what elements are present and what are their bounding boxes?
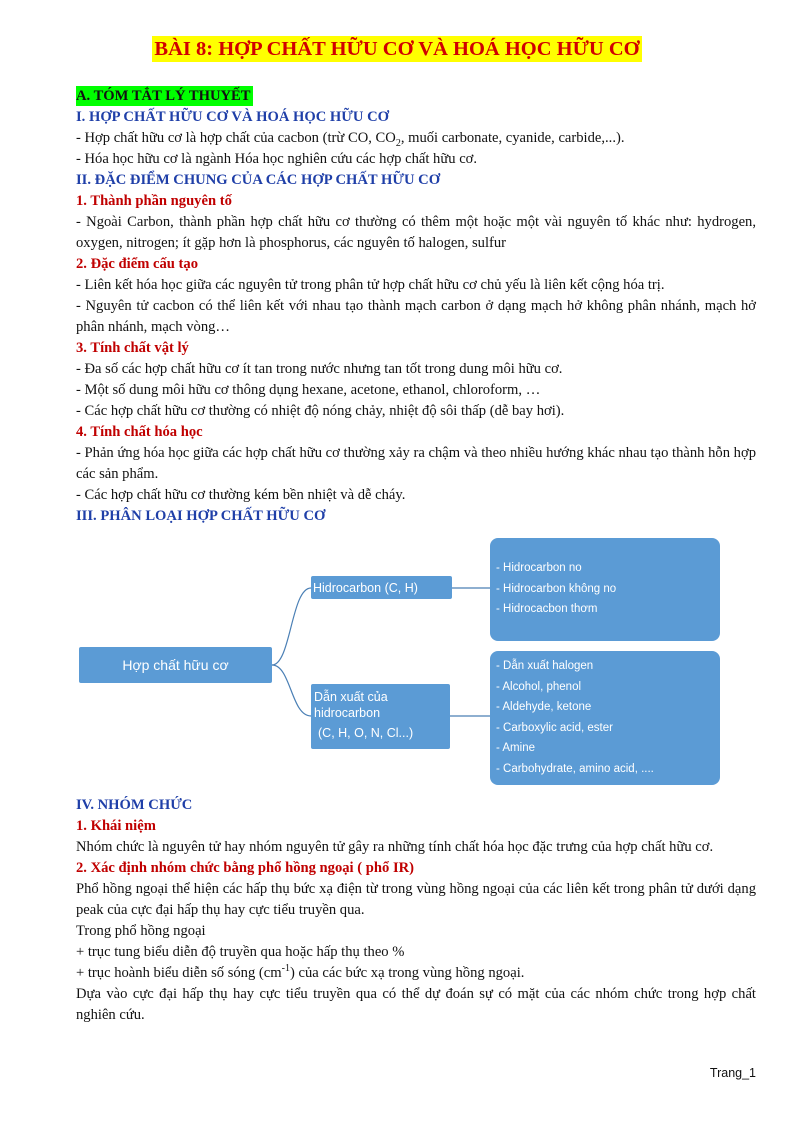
list-item: - Hidrocacbon thơm xyxy=(496,603,598,615)
chemical-paragraph-1: - Phản ứng hóa học giữa các hợp chất hữu cơ thường xảy ra chậm và theo nhiều hướng khác nhau tạo thành hỗn hợp các sản phẩm. xyxy=(76,445,756,482)
physical-paragraph-1: - Đa số các hợp chất hữu cơ ít tan trong nước nhưng tan tốt trong dung môi hữu cơ. xyxy=(76,361,563,377)
subheading-structure: 2. Đặc điểm cấu tạo xyxy=(76,256,199,272)
list-item: - Alcohol, phenol xyxy=(496,680,582,693)
page-number: Trang_1 xyxy=(709,1066,756,1080)
ir-paragraph-4: + trục hoành biểu diễn số sóng $(cm^{-1})$ của các bức xạ trong vùng hồng ngoại. xyxy=(76,963,525,981)
concept-paragraph: Nhóm chức là nguyên tử hay nhóm nguyên tử gây ra những tính chất hóa học đặc trưng của hợp chất hữu cơ. xyxy=(76,839,714,855)
physical-paragraph-3: - Các hợp chất hữu cơ thường có nhiệt độ nóng chảy, nhiệt độ sôi thấp (dễ bay hơi). xyxy=(76,403,565,419)
subheading-physical: 3. Tính chất vật lý xyxy=(76,340,189,356)
derivative-types-box xyxy=(490,651,720,785)
list-item: - Carbohydrate, amino acid, .... xyxy=(496,762,654,775)
section-4-heading: IV. NHÓM CHỨC xyxy=(76,797,193,813)
subheading-ir: 2. Xác định nhóm chức bằng phổ hồng ngoại ( phổ IR) xyxy=(76,860,415,876)
root-node: Hợp chất hữu cơ xyxy=(79,647,272,683)
chemical-paragraph-2: - Các hợp chất hữu cơ thường kém bền nhiệt và dễ cháy. xyxy=(76,487,406,503)
derivative-node: Dẫn xuất của hidrocarbon (C, H, O, N, Cl...) xyxy=(311,684,450,749)
list-item: - Carboxylic acid, ester xyxy=(496,721,613,734)
section-1-paragraph-2: - Hóa học hữu cơ là ngành Hóa học nghiên cứu các hợp chất hữu cơ. xyxy=(76,151,478,167)
subheading-concept: 1. Khái niệm xyxy=(76,818,156,834)
structure-paragraph-2: - Nguyên tử cacbon có thể liên kết với nhau tạo thành mạch carbon ở dạng mạch hở không phân nhánh, mạch hở phân nhánh, mạch vòng… xyxy=(76,298,756,335)
classification-diagram xyxy=(76,536,722,788)
title-container xyxy=(0,36,794,62)
section-1-paragraph-1: - Hợp chất hữu cơ là hợp chất của cacbon (trừ CO, $CO_2$, muối carbonate, cyanide, carbide,...). xyxy=(76,130,625,149)
ir-paragraph-2: Trong phổ hồng ngoại xyxy=(76,923,206,939)
composition-paragraph: - Ngoài Carbon, thành phần hợp chất hữu cơ thường có thêm một hoặc một vài nguyên tố khác như: hydrogen, oxygen, nitrogen; ít gặp hơn là phosphorus, các nguyên tố halogen, sulfur xyxy=(76,214,756,251)
section-1-heading: I. HỢP CHẤT HỮU CƠ VÀ HOÁ HỌC HỮU CƠ xyxy=(76,109,389,125)
hydrocarbon-node: Hidrocarbon (C, H) xyxy=(311,576,452,599)
subheading-chemical: 4. Tính chất hóa học xyxy=(76,424,203,440)
document-body xyxy=(76,86,756,527)
list-item: - Hidrocarbon không no xyxy=(496,582,617,595)
list-item: - Hidrocarbon no xyxy=(496,562,582,574)
ir-paragraph-5: Dựa vào cực đại hấp thụ hay cực tiểu truyền qua có thể dự đoán sự có mặt của các nhóm chức trong hợp chất nghiên cứu. xyxy=(76,986,756,1023)
page-title: BÀI 8: HỢP CHẤT HỮU CƠ VÀ HOÁ HỌC HỮU CƠ xyxy=(154,38,640,60)
structure-paragraph-1: - Liên kết hóa học giữa các nguyên tử trong phân tử hợp chất hữu cơ chủ yếu là liên kết cộng hóa trị. xyxy=(76,277,665,293)
ir-paragraph-1: Phổ hồng ngoại thể hiện các hấp thụ bức xạ điện từ trong vùng hồng ngoại của các liên kết trong phân tử dưới dạng peak của cực đại hấp thụ hay cực tiểu truyền qua. xyxy=(76,881,756,918)
section-2-heading: II. ĐẶC ĐIỂM CHUNG CỦA CÁC HỢP CHẤT HỮU CƠ xyxy=(76,172,441,188)
list-item: - Amine xyxy=(496,742,535,754)
section-3-heading: III. PHÂN LOẠI HỢP CHẤT HỮU CƠ xyxy=(76,508,326,524)
list-item: - Dẫn xuất halogen xyxy=(496,660,594,672)
hydrocarbon-types-box xyxy=(490,538,720,641)
document-body-continued xyxy=(76,795,756,1026)
physical-paragraph-2: - Một số dung môi hữu cơ thông dụng hexane, acetone, ethanol, chloroform, … xyxy=(76,382,541,398)
list-item: - Aldehyde, ketone xyxy=(496,701,592,713)
ir-paragraph-3: + trục tung biểu diễn độ truyền qua hoặc hấp thụ theo % xyxy=(76,944,405,960)
subheading-composition: 1. Thành phần nguyên tố xyxy=(76,193,232,209)
section-a-heading: A. TÓM TẮT LÝ THUYẾT xyxy=(76,88,251,104)
